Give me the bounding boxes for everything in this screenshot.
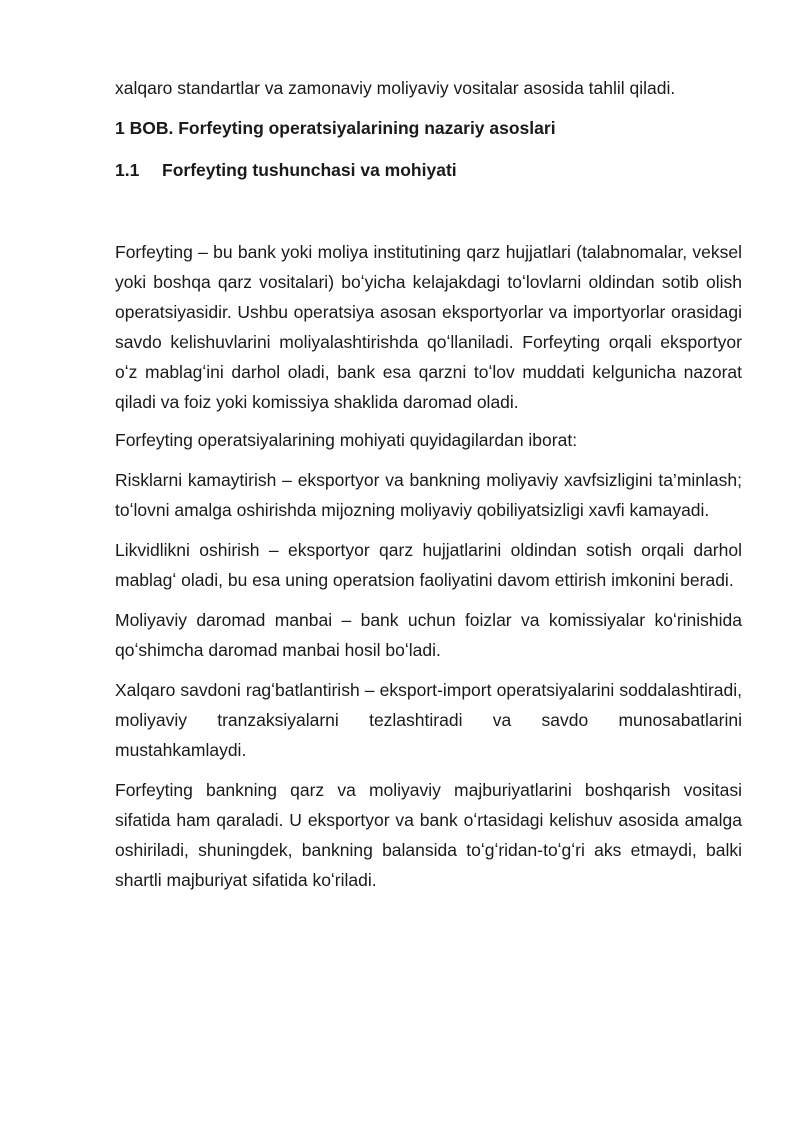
paragraph-trade-stimulation: Xalqaro savdoni ragʻbatlantirish – eksport-import operatsiyalarini soddalashtiradi, moliyaviy tranzaksiyalarni tezlashtiradi va savdo munosabatlarini mustahkamlaydi. xyxy=(115,680,742,760)
paragraph-essence-intro: Forfeyting operatsiyalarining mohiyati quyidagilardan iborat: xyxy=(115,430,578,450)
paragraph-liquidity: Likvidlikni oshirish – eksportyor qarz hujjatlarini oldindan sotish orqali darhol mablagʻ oladi, bu esa uning operatsion faoliyatini davom ettirish imkonini beradi. xyxy=(115,540,742,590)
paragraph-risk-reduction: Risklarni kamaytirish – eksportyor va bankning moliyaviy xavfsizligini ta’minlash; toʻlovni amalga oshirishda mijozning moliyaviy qobiliyatsizligi xavfi kamayadi. xyxy=(115,470,742,520)
section-number: 1.1 xyxy=(115,160,140,180)
chapter-heading: 1 BOB. Forfeyting operatsiyalarining nazariy asoslari xyxy=(115,118,556,138)
paragraph-definition: Forfeyting – bu bank yoki moliya institutining qarz hujjatlari (talabnomalar, veksel yoki boshqa qarz vositalari) boʻyicha kelajakdagi toʻlovlarni oldindan sotib olish operatsiyasidir. Ushbu operatsiya asosan eksportyorlar va importyorlar orasidagi savdo kelishuvlarini moliyalashtirishda qoʻllaniladi. Forfeyting orqali eksportyor oʻz mablagʻini darhol oladi, bank esa qarzni toʻlov muddati kelgunicha nazorat qiladi va foiz yoki komissiya shaklida daromad oladi. xyxy=(115,242,742,412)
paragraph-liability-management: Forfeyting bankning qarz va moliyaviy majburiyatlarini boshqarish vositasi sifatida ham qaraladi. U eksportyor va bank oʻrtasidagi kelishuv asosida amalga oshiriladi, shuningdek, bankning balansida toʻgʻridan-toʻgʻri aks etmaydi, balki shartli majburiyat sifatida koʻriladi. xyxy=(115,780,742,890)
paragraph-income-source: Moliyaviy daromad manbai – bank uchun foizlar va komissiyalar koʻrinishida qoʻshimcha daromad manbai hosil boʻladi. xyxy=(115,610,742,660)
section-title: Forfeyting tushunchasi va mohiyati xyxy=(162,160,457,180)
section-heading xyxy=(115,155,742,185)
document-page xyxy=(115,73,742,895)
intro-paragraph-tail: xalqaro standartlar va zamonaviy moliyaviy vositalar asosida tahlil qiladi. xyxy=(115,78,676,98)
